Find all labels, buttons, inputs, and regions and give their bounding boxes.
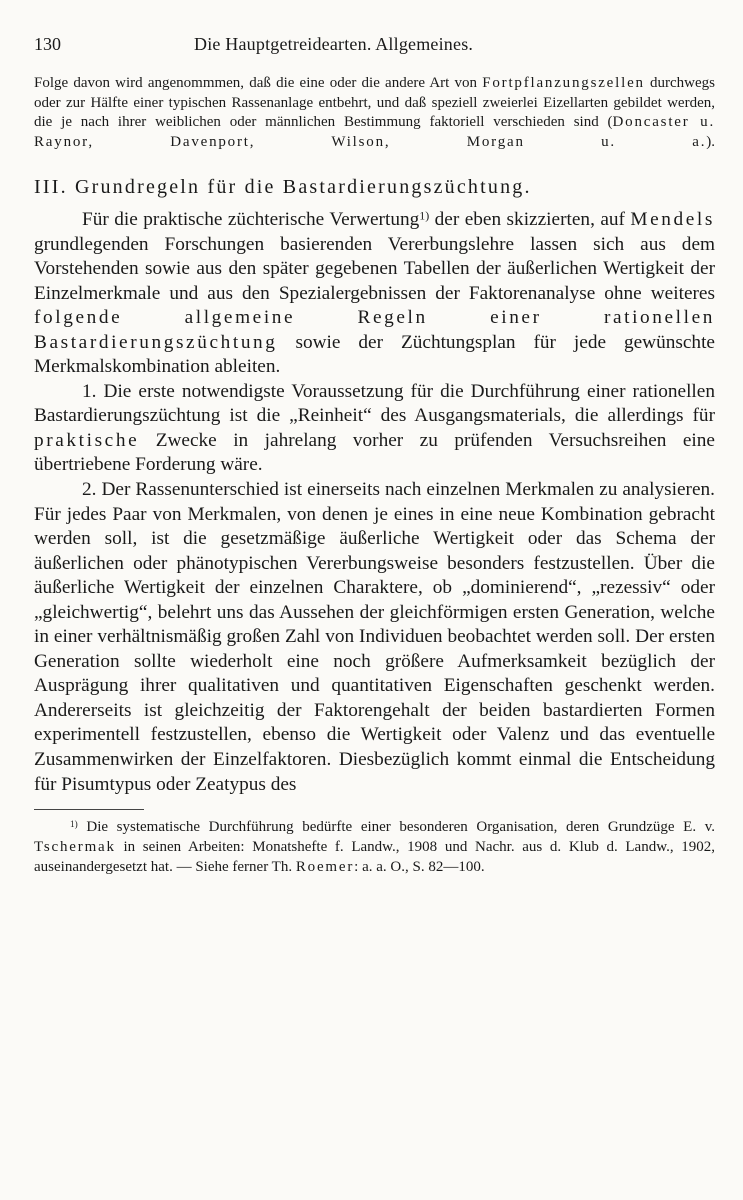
footnote-name-tschermak: Tschermak: [34, 838, 116, 855]
page-number: 130: [34, 34, 61, 54]
footnote-reference: 1): [419, 208, 430, 223]
intro-text-1: Folge davon wird angenommmen, daß die eine oder die andere Art von: [34, 75, 483, 91]
p1-text-1: Für die praktische züchterische Verwertung: [82, 209, 420, 230]
main-text: [34, 208, 715, 797]
p1-text-3: grundlegenden Forschungen basierenden Vererbungslehre lassen sich aus dem Vorstehenden sowie aus den später gegebenen Tabellen der äußerlichen Wertigkeit der Einzelmerkmale und aus den Spezialergebnissen der Faktorenanalyse ohne weiteres: [34, 233, 715, 304]
p2-text-2: Zwecke in jahrelang vorher zu prüfenden Versuchsreihen eine übertriebene Forderung wäre.: [34, 429, 715, 476]
p2-spaced-word: praktische: [34, 429, 140, 451]
intro-spaced-term: Fortpflanzungszellen: [482, 75, 645, 91]
paragraph-3: 2. Der Rassenunterschied ist einerseits nach einzelnen Merkmalen zu analysieren. Für jedes Paar von Merkmalen, von denen je eines in eine neue Kombination gebracht werden soll, ist die gesetzmäßige äußerliche Wertigkeit oder das Schema der äußerlichen oder phänotypischen Vererbungsweise besonders festzustellen. Über die äußerliche Wertigkeit der einzelnen Charaktere, ob „dominierend“, „rezessiv“ oder „gleichwertig“, belehrt uns das Aussehen der gleichförmigen ersten Generation, welche in einer verhältnismäßig großen Zahl von Individuen beobachtet werden soll. Der ersten Generation sollte wiederholt eine noch größere Aufmerksamkeit bezüglich der Ausprägung ihrer qualitativen und quantitativen Eigenschaften geschenkt werden. Andererseits ist gleichzeitig der Faktorengehalt der beiden bastardierten Formen experimentell festzustellen, ebenso die Wertigkeit oder Valenz und das eventuelle Zusammenwirken der Einzelfaktoren. Diesbezüglich kommt einmal die Entscheidung für Pisumtypus oder Zeatypus des: [34, 479, 715, 795]
paragraph-2: [34, 380, 715, 478]
footnote-text-2: in seinen Arbeiten: Monatshefte f. Landw., 1908 und Nachr. aus d. Klub d. Landw., 1902, auseinandergesetzt hat. — Siehe ferner Th.: [34, 838, 715, 875]
footnote-marker: 1): [70, 819, 78, 830]
p1-spaced-phrase: folgende allgemeine Regeln einer rationellen Bastardierungszüchtung: [34, 307, 715, 353]
p2-text-1: 1. Die erste notwendigste Voraussetzung für die Durchführung einer rationellen Bastardierungszüchtung ist die „Reinheit“ des Ausgangsmaterials, die allerdings für: [34, 380, 715, 427]
intro-paragraph: Folge davon wird angenommmen, daß die eine oder die andere Art von Fortpflanzungszellen durchwegs oder zur Hälfte einer typischen Rassenanlage entbehrt, und daß speziell zweierlei Eizellarten gebildet werden, die je nach ihrer weiblichen oder männlichen Bestimmung faktoriell verschieden sind (Doncaster u. Raynor, Davenport, Wilson, Morgan u. a.).: [34, 75, 716, 150]
footnote-text-1: Die systematische Durchführung bedürfte einer besonderen Organisation, deren Grundzüge E. v.: [77, 819, 715, 836]
p1-text-2: der eben skizzierten, auf: [429, 209, 631, 230]
p1-text-4: sowie der Züchtungsplan für jede gewünschte Merkmalskombination ableiten.: [34, 331, 715, 378]
running-title: Die Hauptgetreidearten. Allgemeines.: [194, 34, 474, 54]
footnote-name-roemer: Roemer: [295, 858, 355, 875]
footnote-divider: [34, 809, 144, 810]
footnote-text-3: : a. a. O., S. 82—100.: [354, 858, 485, 875]
intro-author-names: Doncaster u. Raynor, Davenport, Wilson, Morgan u. a.: [34, 114, 716, 150]
paragraph-1: [34, 208, 715, 380]
section-heading: III. Grundregeln für die Bastardierungszüchtung.: [34, 176, 532, 198]
running-head: [34, 34, 715, 62]
footnote: [34, 818, 715, 877]
intro-text-2: durchwegs oder zur Hälfte einer typischen Rassenanlage entbehrt, und daß speziell zweierlei Eizellarten gebildet werden, die je nach ihrer weiblichen oder männlichen Bestimmung faktoriell verschieden sind (: [34, 75, 715, 130]
name-mendel: Mendels: [630, 209, 715, 230]
